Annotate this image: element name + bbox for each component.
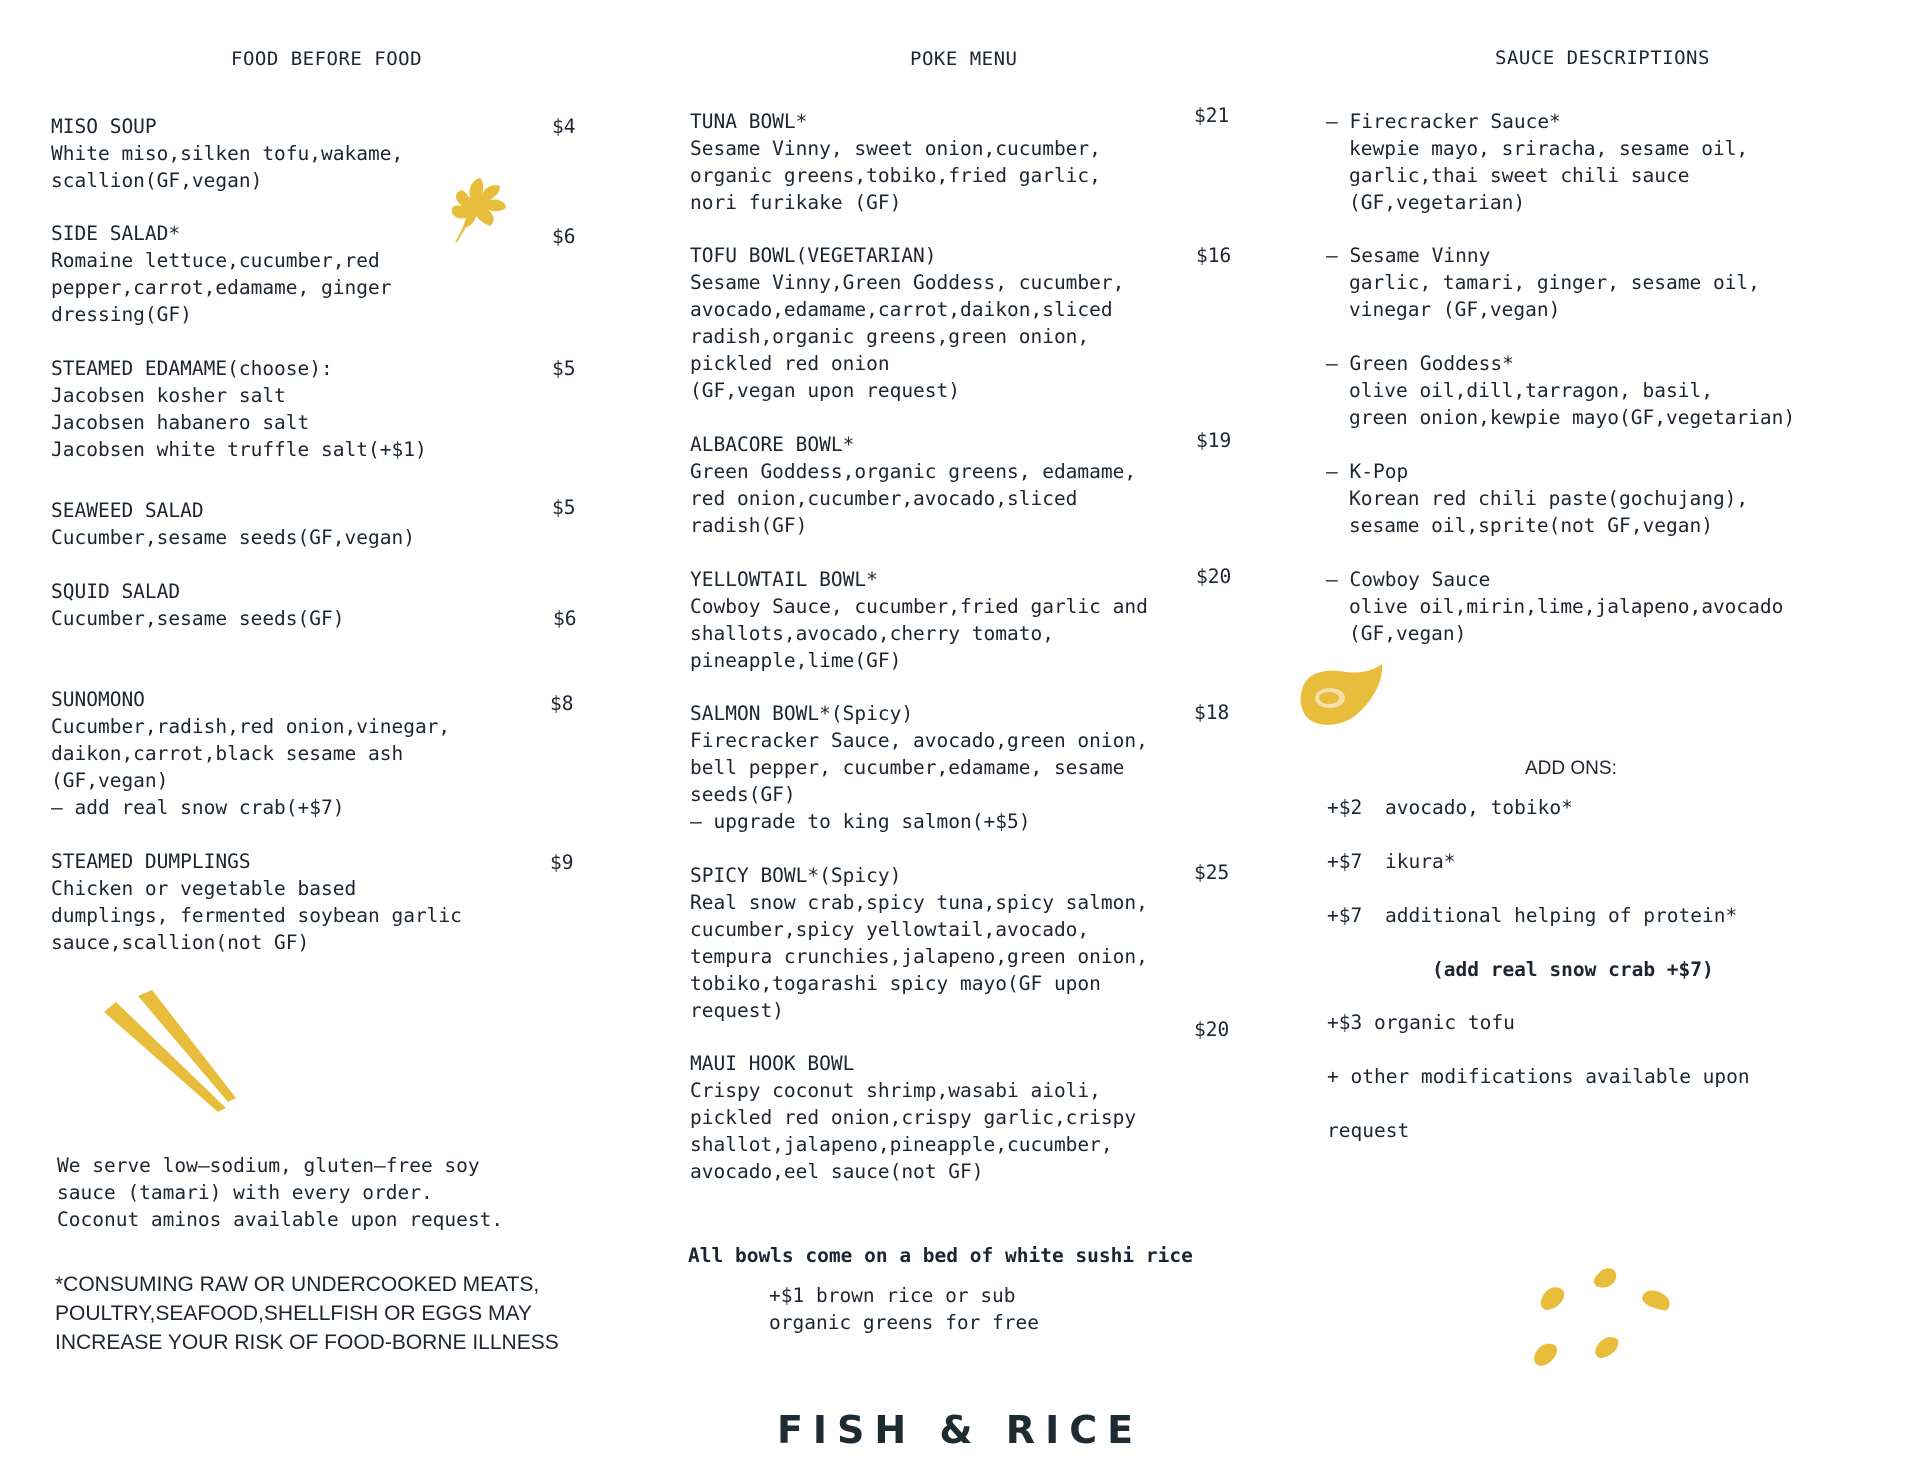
menu-item	[690, 108, 1101, 216]
item-price: $18	[1194, 701, 1230, 724]
soy-note	[57, 1152, 503, 1233]
item-desc: nori furikake (GF)	[690, 191, 902, 214]
sauce-desc: olive oil,mirin,lime,jalapeno,avocado	[1349, 595, 1784, 618]
sauce-name: — Sesame Vinny	[1326, 244, 1491, 267]
item-desc: — add real snow crab(+$7)	[51, 796, 345, 819]
modifications-note-cont: request	[1327, 1119, 1410, 1142]
item-price: $9	[550, 851, 574, 874]
item-desc: Cucumber,radish,red onion,vinegar,	[51, 715, 451, 738]
item-desc: pickled red onion,crispy garlic,crispy	[690, 1106, 1137, 1129]
sauce-item	[1326, 108, 1748, 216]
sauce-desc: (GF,vegan)	[1349, 622, 1467, 645]
sauce-name: — Green Goddess*	[1326, 352, 1514, 375]
item-desc: Cucumber,sesame seeds(GF,vegan)	[51, 526, 415, 549]
menu-item	[690, 431, 1136, 539]
item-desc: request)	[690, 999, 784, 1022]
item-desc: tempura crunchies,jalapeno,green onion,	[690, 945, 1148, 968]
sauce-desc: (GF,vegetarian)	[1349, 191, 1526, 214]
item-desc: Jacobsen habanero salt	[51, 411, 310, 434]
item-desc: tobiko,togarashi spicy mayo(GF upon	[690, 972, 1101, 995]
addon-item	[1327, 850, 1455, 873]
soy-note-line: We serve low—sodium, gluten—free soy	[57, 1154, 480, 1177]
item-name: TUNA BOWL*	[690, 110, 808, 133]
sauce-desc: kewpie mayo, sriracha, sesame oil,	[1349, 137, 1749, 160]
item-desc: sauce,scallion(not GF)	[51, 931, 310, 954]
item-desc: pineapple,lime(GF)	[690, 649, 902, 672]
sauce-desc: green onion,kewpie mayo(GF,vegetarian)	[1349, 406, 1796, 429]
menu-item	[690, 1050, 1136, 1185]
item-name: MISO SOUP	[51, 115, 157, 138]
chopsticks-icon	[100, 990, 240, 1115]
item-name: TOFU BOWL(VEGETARIAN)	[690, 244, 937, 267]
item-desc: Cowboy Sauce, cucumber,fried garlic and	[690, 595, 1148, 618]
item-price: $6	[552, 225, 576, 248]
item-desc: pickled red onion	[690, 352, 890, 375]
rice-note: All bowls come on a bed of white sushi rice	[688, 1244, 1193, 1267]
item-price: $6	[553, 607, 577, 630]
sauce-item	[1326, 242, 1760, 323]
addon-item	[1327, 796, 1573, 819]
item-desc: Sesame Vinny, sweet onion,cucumber,	[690, 137, 1101, 160]
brand-logo: FISH & RICE	[776, 1408, 1144, 1452]
menu-item	[51, 686, 450, 821]
item-desc: Cucumber,sesame seeds(GF)	[51, 607, 345, 630]
item-desc: seeds(GF)	[690, 783, 796, 806]
warning-line: POULTRY,SEAFOOD,SHELLFISH OR EGGS MAY	[55, 1302, 532, 1325]
addon-price: +$7	[1327, 850, 1363, 873]
addon-price: +$2	[1327, 796, 1363, 819]
item-name: STEAMED DUMPLINGS	[51, 850, 251, 873]
item-name: ALBACORE BOWL*	[690, 433, 855, 456]
item-desc: avocado,edamame,carrot,daikon,sliced	[690, 298, 1113, 321]
item-name: SIDE SALAD*	[51, 222, 181, 245]
item-price: $19	[1196, 429, 1232, 452]
menu-item	[51, 355, 427, 463]
sauce-desc: olive oil,dill,tarragon, basil,	[1349, 379, 1713, 402]
item-price: $16	[1196, 244, 1232, 267]
beans-icon	[1530, 1262, 1680, 1372]
item-desc: Green Goddess,organic greens, edamame,	[690, 460, 1137, 483]
snow-crab-note: (add real snow crab +$7)	[1432, 958, 1714, 981]
item-desc: dumplings, fermented soybean garlic	[51, 904, 462, 927]
sauce-desc: Korean red chili paste(gochujang),	[1349, 487, 1749, 510]
item-price: $21	[1194, 104, 1230, 127]
item-desc: Jacobsen kosher salt	[51, 384, 286, 407]
menu-item	[51, 113, 403, 194]
item-desc: Firecracker Sauce, avocado,green onion,	[690, 729, 1148, 752]
item-desc: shallot,jalapeno,pineapple,cucumber,	[690, 1133, 1113, 1156]
item-price: $25	[1194, 861, 1230, 884]
item-desc: cucumber,spicy yellowtail,avocado,	[690, 918, 1090, 941]
menu-item	[690, 566, 1148, 674]
item-price: $4	[552, 115, 576, 138]
item-desc: dressing(GF)	[51, 303, 192, 326]
item-name: SUNOMONO	[51, 688, 145, 711]
modifications-note: + other modifications available upon	[1327, 1065, 1750, 1088]
item-desc: radish(GF)	[690, 514, 808, 537]
item-desc: Sesame Vinny,Green Goddess, cucumber,	[690, 271, 1125, 294]
sauce-desc: vinegar (GF,vegan)	[1349, 298, 1561, 321]
item-desc: avocado,eel sauce(not GF)	[690, 1160, 984, 1183]
item-desc: daikon,carrot,black sesame ash	[51, 742, 404, 765]
item-desc: organic greens,tobiko,fried garlic,	[690, 164, 1101, 187]
addon-text: avocado, tobiko*	[1385, 796, 1573, 819]
oak-leaf-icon	[444, 172, 512, 244]
item-name: STEAMED EDAMAME(choose):	[51, 357, 333, 380]
soy-note-line: sauce (tamari) with every order.	[57, 1181, 433, 1204]
item-price: $5	[552, 496, 576, 519]
sauce-item	[1326, 566, 1783, 647]
item-name: SEAWEED SALAD	[51, 499, 204, 522]
item-price: $20	[1194, 1018, 1230, 1041]
item-desc: Jacobsen white truffle salt(+$1)	[51, 438, 427, 461]
addons-title: ADD ONS:	[1525, 758, 1617, 779]
starters-title: FOOD BEFORE FOOD	[231, 48, 423, 70]
sauce-descriptions-title: SAUCE DESCRIPTIONS	[1495, 47, 1710, 69]
item-price: $20	[1196, 565, 1232, 588]
item-desc: radish,organic greens,green onion,	[690, 325, 1090, 348]
addon-text: additional helping of protein*	[1385, 904, 1738, 927]
menu-item	[690, 242, 1124, 404]
item-desc: Crispy coconut shrimp,wasabi aioli,	[690, 1079, 1101, 1102]
item-name: YELLOWTAIL BOWL*	[690, 568, 878, 591]
item-desc: pepper,carrot,edamame, ginger	[51, 276, 392, 299]
menu-item	[51, 848, 462, 956]
item-desc: Real snow crab,spicy tuna,spicy salmon,	[690, 891, 1148, 914]
rice-sub-note	[769, 1282, 1039, 1336]
item-name: SQUID SALAD	[51, 580, 181, 603]
item-desc: Chicken or vegetable based	[51, 877, 357, 900]
item-desc: scallion(GF,vegan)	[51, 169, 263, 192]
item-desc: (GF,vegan upon request)	[690, 379, 961, 402]
item-name: MAUI HOOK BOWL	[690, 1052, 855, 1075]
raw-food-warning	[55, 1270, 559, 1357]
sauce-item	[1326, 458, 1748, 539]
sauce-name: — Firecracker Sauce*	[1326, 110, 1561, 133]
item-desc: White miso,silken tofu,wakame,	[51, 142, 404, 165]
item-desc: red onion,cucumber,avocado,sliced	[690, 487, 1078, 510]
rice-sub-line: +$1 brown rice or sub	[769, 1284, 1016, 1307]
avocado-icon	[1296, 660, 1386, 728]
sauce-item	[1326, 350, 1795, 431]
sauce-desc: garlic, tamari, ginger, sesame oil,	[1349, 271, 1760, 294]
addon-item	[1327, 904, 1737, 927]
item-desc: — upgrade to king salmon(+$5)	[690, 810, 1031, 833]
item-name: SPICY BOWL*(Spicy)	[690, 864, 902, 887]
item-name: SALMON BOWL*(Spicy)	[690, 702, 914, 725]
menu-item	[690, 862, 1148, 1024]
sauce-desc: garlic,thai sweet chili sauce	[1349, 164, 1690, 187]
addon-price: +$7	[1327, 904, 1363, 927]
poke-menu-title: POKE MENU	[910, 48, 1018, 70]
item-price: $5	[552, 357, 576, 380]
menu-item	[690, 700, 1148, 835]
menu-item	[51, 220, 391, 328]
menu-item	[51, 497, 415, 551]
item-price: $8	[550, 692, 574, 715]
soy-note-line: Coconut aminos available upon request.	[57, 1208, 504, 1231]
sauce-name: — Cowboy Sauce	[1326, 568, 1491, 591]
item-desc: shallots,avocado,cherry tomato,	[690, 622, 1054, 645]
tofu-addon: +$3 organic tofu	[1327, 1011, 1515, 1034]
addon-text: ikura*	[1385, 850, 1456, 873]
item-desc: Romaine lettuce,cucumber,red	[51, 249, 380, 272]
item-desc: bell pepper, cucumber,edamame, sesame	[690, 756, 1125, 779]
sauce-desc: sesame oil,sprite(not GF,vegan)	[1349, 514, 1713, 537]
sauce-name: — K-Pop	[1326, 460, 1409, 483]
warning-line: *CONSUMING RAW OR UNDERCOOKED MEATS,	[55, 1273, 540, 1296]
menu-item	[51, 578, 345, 632]
rice-sub-line: organic greens for free	[769, 1311, 1040, 1334]
warning-line: INCREASE YOUR RISK OF FOOD-BORNE ILLNESS	[55, 1331, 559, 1354]
item-desc: (GF,vegan)	[51, 769, 169, 792]
